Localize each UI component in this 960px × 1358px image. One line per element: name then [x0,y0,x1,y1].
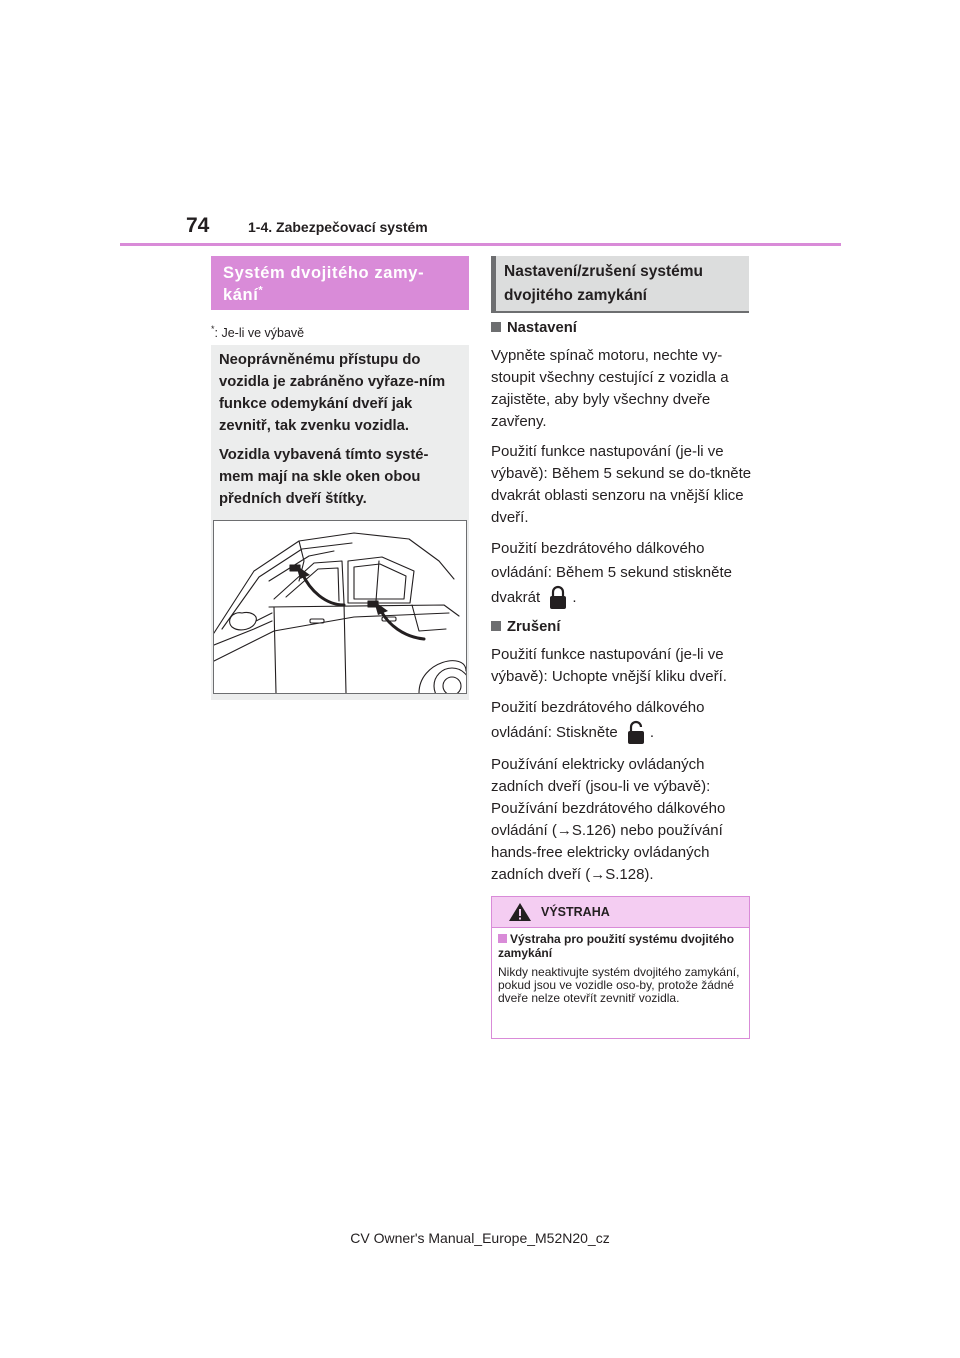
cancel-paragraph-2-end: . [649,723,655,741]
intro-paragraph-2: Vozidla vybavená tímto systé-mem mají na skle oken obou předních dveří štítky. [219,447,429,507]
section-title: 1-4. Zabezpečovací systém [248,219,428,235]
unlock-icon [625,720,647,746]
left-title-line2: kání [223,286,259,304]
bullet-square-icon [491,322,501,332]
warning-box [491,896,750,1039]
car-door-illustration-svg [214,521,466,693]
footnote-star: * [211,324,215,334]
setting-paragraph-3 [491,537,753,611]
setting-paragraph-3-end: . [572,588,577,606]
lock-icon [547,585,569,611]
setting-heading [491,320,577,336]
bullet-square-icon [491,621,501,631]
cancel-paragraph-2-text: Použití bezdrátového dálkového ovládání: Stiskněte [491,699,705,741]
intro-box [211,345,469,518]
setting-paragraphs [491,345,753,619]
right-title-line2: dvojitého zamykání [504,287,647,304]
left-section-title [211,256,469,310]
warning-triangle-icon [508,902,532,922]
cancel-heading [491,619,560,635]
left-title-line1: Systém dvojitého zamy- [223,264,425,282]
setting-paragraph-3-text: Použití bezdrátového dálkového ovládání: Během 5 sekund stiskněte dvakrát [491,540,732,606]
car-door-illustration [213,520,467,694]
cancel-paragraphs [491,644,753,894]
cancel-paragraph-2 [491,696,753,746]
warning-text: Nikdy neaktivujte systém dvojitého zamykání, pokud jsou ve vozidle oso-by, protože žádné dveře nelze otevřít zevnitř vozidla. [498,965,740,1005]
warning-label: VÝSTRAHA [541,905,610,919]
footer-text: CV Owner's Manual_Europe_M52N20_cz [350,1230,610,1246]
setting-paragraph-2: Použití funkce nastupování (je-li ve výbavě): Během 5 sekund se do-tkněte dvakrát oblasti senzoru na vnější klice dveří. [491,443,752,526]
footnote-text: : Je-li ve výbavě [214,326,305,341]
right-section-title [491,256,749,313]
figure-frame [211,518,469,700]
setting-heading-text: Nastavení [507,320,577,336]
header-divider [120,243,841,246]
warning-header [492,897,749,928]
page-number: 74 [186,214,210,237]
bullet-square-icon [498,934,507,943]
intro-paragraph-1: Neoprávněnému přístupu do vozidla je zabráněno vyřaze-ním funkce odemykání dveří jak zevnitř, tak zvenku vozidla. [219,352,446,434]
cancel-paragraph-3: Používání elektricky ovládaných zadních dveří (jsou-li ve výbavě): Používání bezdrátového dálkového ovládání (→S.126) nebo používání hands-free elektricky ovládaných zadních dveří (→S.128). [491,756,726,883]
setting-paragraph-1: Vypněte spínač motoru, nechte vy-stoupit všechny cestující z vozidla a zajistěte, aby byly všechny dveře zavřeny. [491,347,729,430]
footnote [211,324,304,340]
warning-subheading [492,928,749,960]
left-title-star: * [258,284,264,297]
right-title-line1: Nastavení/zrušení systému [504,263,704,280]
warning-subheading-text: Výstraha pro použití systému dvojitého zamykání [498,932,735,960]
cancel-paragraph-1: Použití funkce nastupování (je-li ve výbavě): Uchopte vnější kliku dveří. [491,646,727,685]
cancel-heading-text: Zrušení [507,619,561,635]
